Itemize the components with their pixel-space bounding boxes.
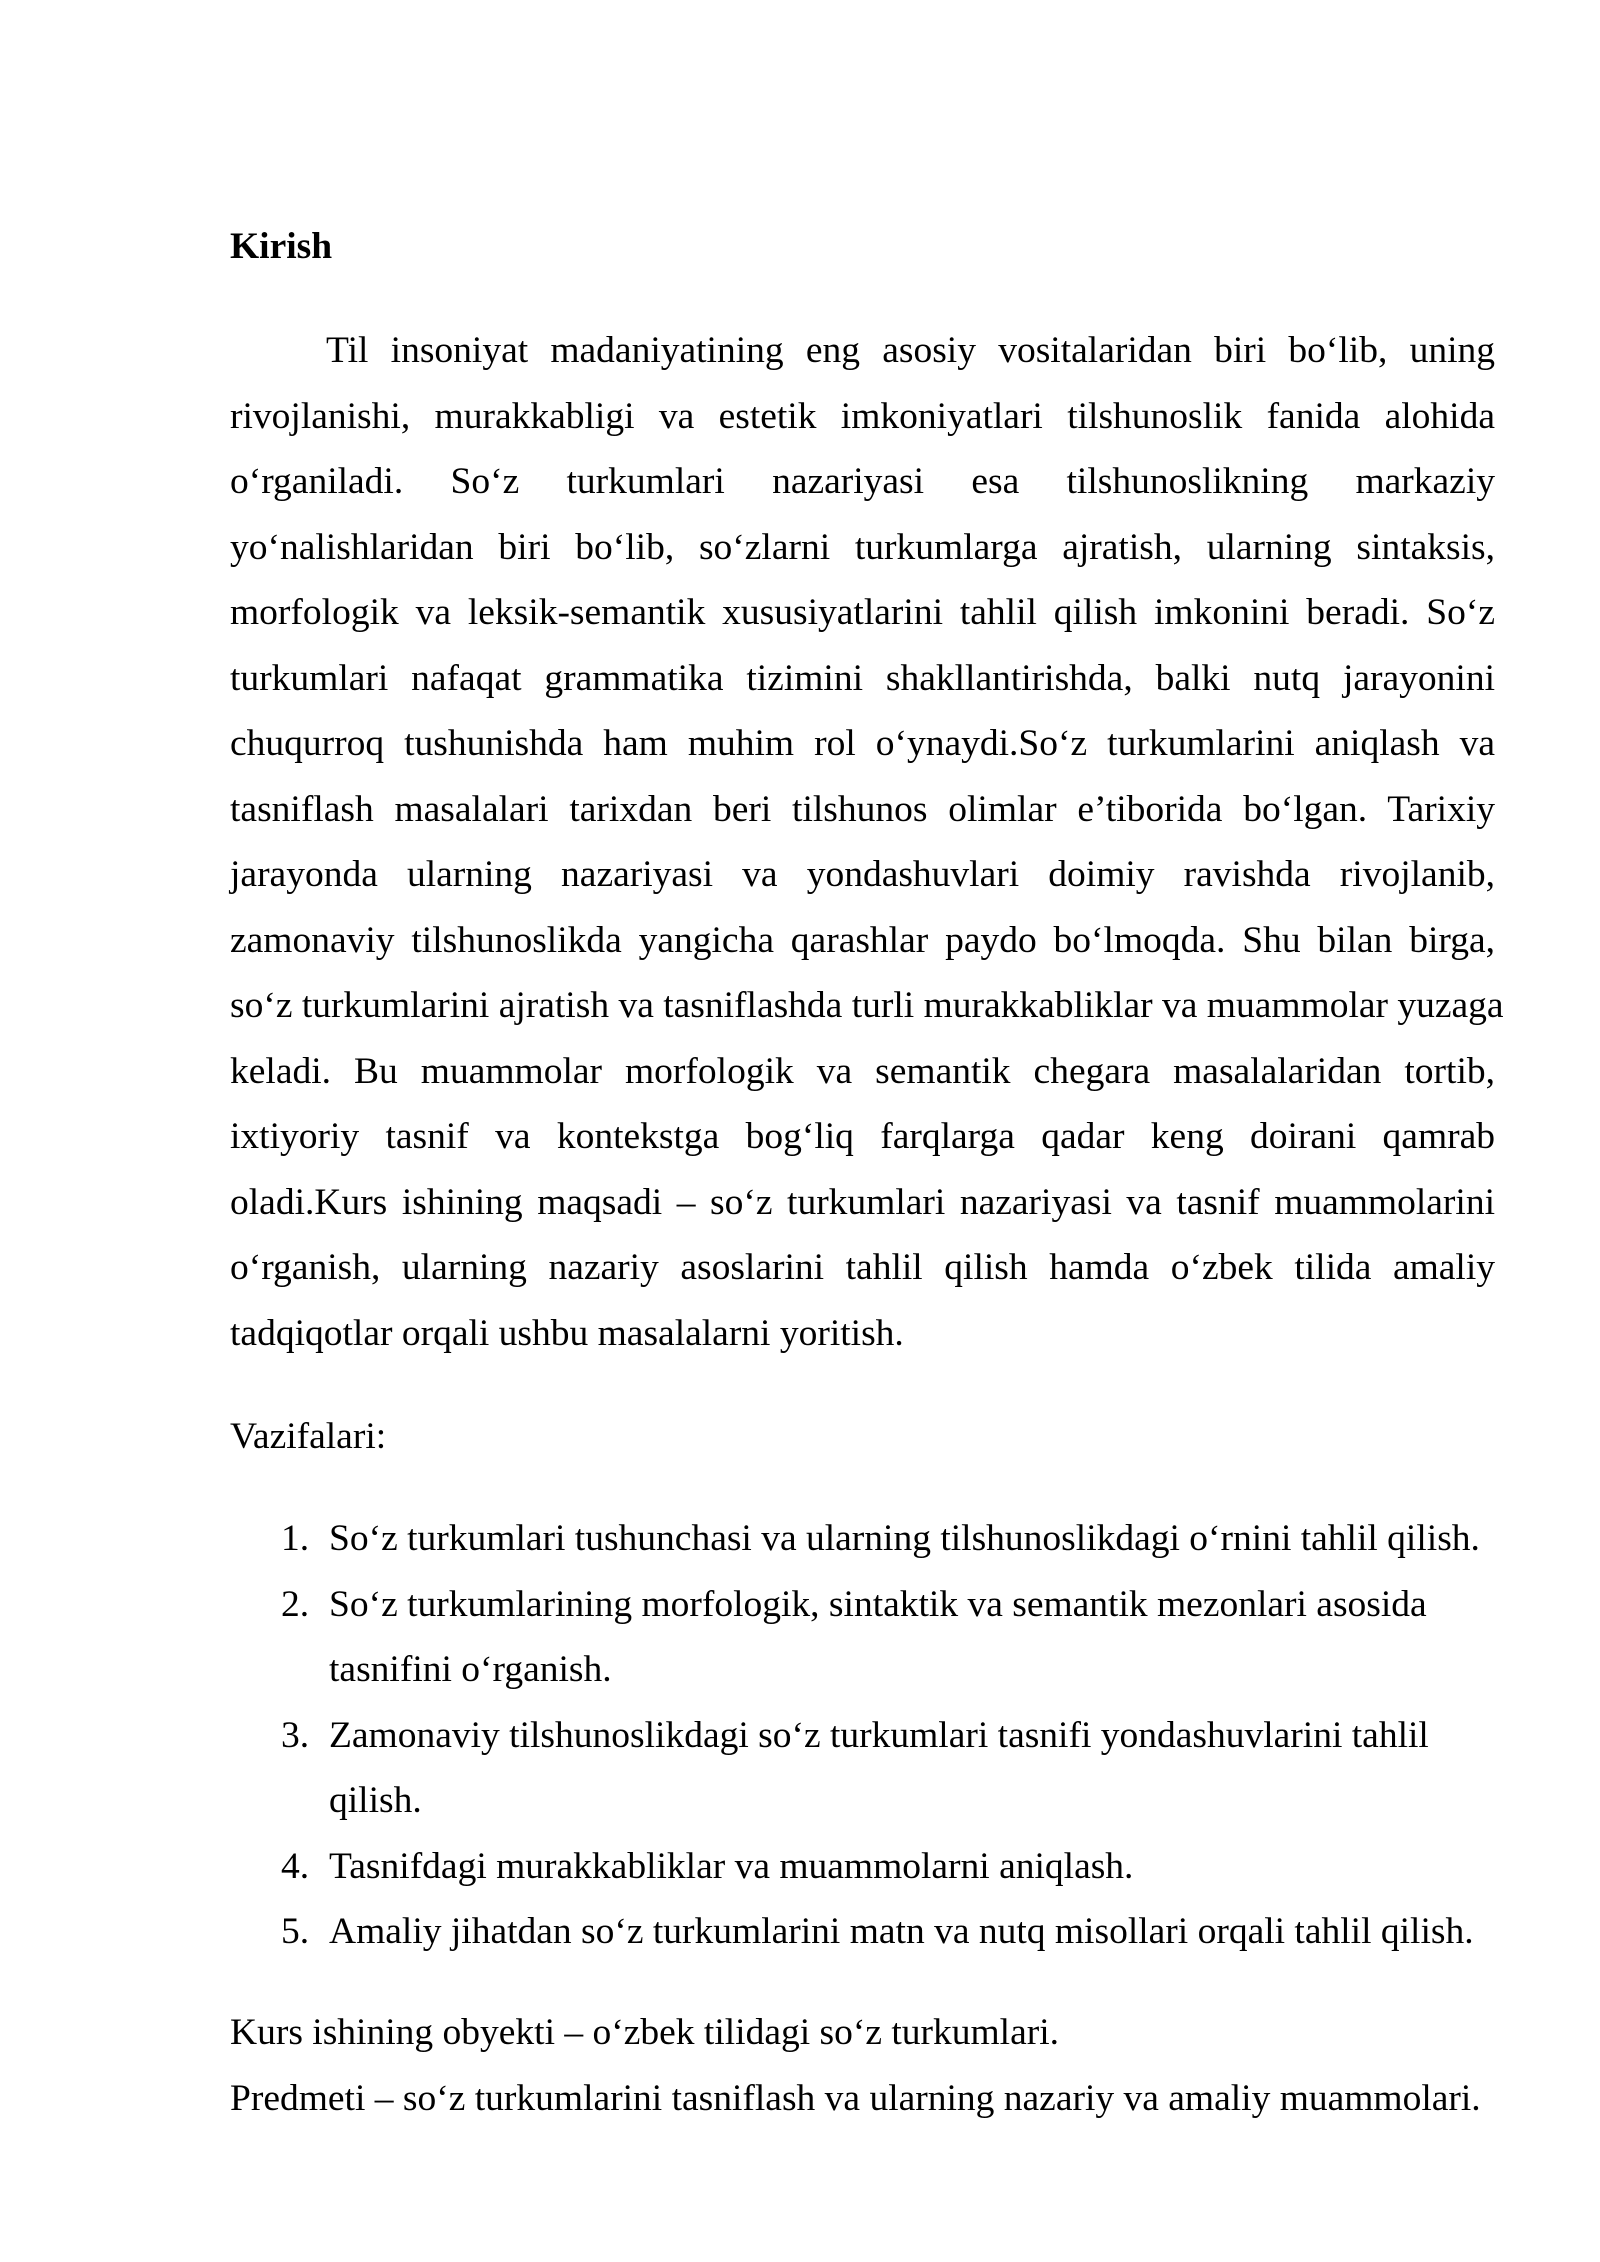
paragraph-line — [230, 842, 1495, 908]
intro-paragraph — [230, 318, 1504, 1366]
paragraph-line — [230, 908, 1495, 974]
paragraph-line — [230, 646, 1495, 712]
research-object-line: Kurs ishining obyekti – o‘zbek tilidagi so‘z turkumlari. — [230, 2012, 1060, 2053]
research-subject-line: Predmeti – so‘z turkumlarini tasniflash va ularning nazariy va amaliy muammolari. — [230, 2077, 1481, 2119]
paragraph-line — [230, 515, 1495, 581]
paragraph-line — [230, 1301, 1495, 1367]
paragraph-line-text: so‘z turkumlarini ajratish va tasniflashda turli murakkabliklar va muammolar yuzaga — [230, 985, 1504, 1026]
paragraph-line — [230, 1170, 1495, 1236]
list-item — [230, 1703, 1495, 1834]
list-item-text: So‘z turkumlarining morfologik, sintaktik va semantik mezonlari asosida — [329, 1583, 1427, 1625]
paragraph-line-text: morfologik va leksik-semantik xususiyatlarini tahlil qilish imkonini beradi. So‘z — [230, 592, 1495, 633]
list-item — [230, 1506, 1495, 1572]
paragraph-line-text: yo‘nalishlaridan biri bo‘lib, so‘zlarni turkumlarga ajratish, ularning sintaksis, — [230, 526, 1495, 568]
paragraph-line-text: oladi.Kurs ishining maqsadi – so‘z turkumlari nazariyasi va tasnif muammolarini — [230, 1181, 1495, 1223]
paragraph-line — [230, 1039, 1495, 1105]
paragraph-line-text: turkumlari nafaqat grammatika tizimini shakllantirishda, balki nutq jarayonini — [230, 657, 1495, 699]
list-item-number: 1. — [281, 1518, 310, 1559]
paragraph-line-text: o‘rganish, ularning nazariy asoslarini tahlil qilish hamda o‘zbek tilida amaliy — [230, 1247, 1495, 1288]
paragraph-line — [230, 973, 1504, 1039]
paragraph-line — [230, 580, 1495, 646]
list-item-text: So‘z turkumlari tushunchasi va ularning tilshunoslikdagi o‘rnini tahlil qilish. — [329, 1518, 1480, 1559]
list-item-text: qilish. — [329, 1780, 422, 1821]
tasks-list — [230, 1506, 1495, 1965]
paragraph-line-text: o‘rganiladi. So‘z turkumlari nazariyasi esa tilshunoslikning markaziy — [230, 461, 1495, 502]
list-item-number: 5. — [281, 1911, 310, 1952]
paragraph-line — [230, 777, 1495, 843]
paragraph-line — [230, 711, 1495, 777]
section-heading: Kirish — [230, 226, 333, 267]
paragraph-line-text: Til insoniyat madaniyatining eng asosiy vositalaridan biri bo‘lib, uning — [326, 330, 1495, 371]
paragraph-line-text: tasniflash masalalari tarixdan beri tilshunos olimlar e’tiborida bo‘lgan. Tarixiy — [230, 788, 1495, 830]
list-item — [230, 1572, 1495, 1703]
paragraph-line-text: jarayonda ularning nazariyasi va yondashuvlari doimiy ravishda rivojlanib, — [230, 854, 1495, 895]
paragraph-line-text: chuqurroq tushunishda ham muhim rol o‘ynaydi.So‘z turkumlarini aniqlash va — [230, 723, 1495, 764]
list-item — [230, 1834, 1495, 1900]
paragraph-line — [230, 1104, 1495, 1170]
paragraph-line-text: ixtiyoriy tasnif va kontekstga bog‘liq farqlarga qadar keng doirani qamrab — [230, 1116, 1495, 1157]
page-content — [230, 0, 1504, 2262]
list-item-text: Zamonaviy tilshunoslikdagi so‘z turkumlari tasnifi yondashuvlarini tahlil — [329, 1714, 1429, 1756]
list-item-text: tasnifini o‘rganish. — [329, 1649, 612, 1690]
list-item-number: 2. — [281, 1583, 310, 1625]
list-item-number: 3. — [281, 1714, 310, 1756]
paragraph-line-text: rivojlanishi, murakkabligi va estetik imkoniyatlari tilshunoslik fanida alohida — [230, 395, 1495, 437]
list-item-text: Amaliy jihatdan so‘z turkumlarini matn va nutq misollari orqali tahlil qilish. — [329, 1911, 1474, 1952]
list-item-number: 4. — [281, 1845, 310, 1887]
paragraph-line — [230, 384, 1495, 450]
paragraph-line — [230, 1235, 1495, 1301]
paragraph-line-text: tadqiqotlar orqali ushbu masalalarni yoritish. — [230, 1312, 904, 1354]
paragraph-line-text: zamonaviy tilshunoslikda yangicha qarashlar paydo bo‘lmoqda. Shu bilan birga, — [230, 919, 1495, 961]
tasks-heading: Vazifalari: — [230, 1416, 387, 1457]
list-item-text: Tasnifdagi murakkabliklar va muammolarni aniqlash. — [329, 1845, 1134, 1887]
list-item — [230, 1899, 1495, 1965]
paragraph-line-text: keladi. Bu muammolar morfologik va semantik chegara masalalaridan tortib, — [230, 1050, 1495, 1092]
paragraph-line — [230, 318, 1495, 384]
paragraph-line — [230, 449, 1495, 515]
